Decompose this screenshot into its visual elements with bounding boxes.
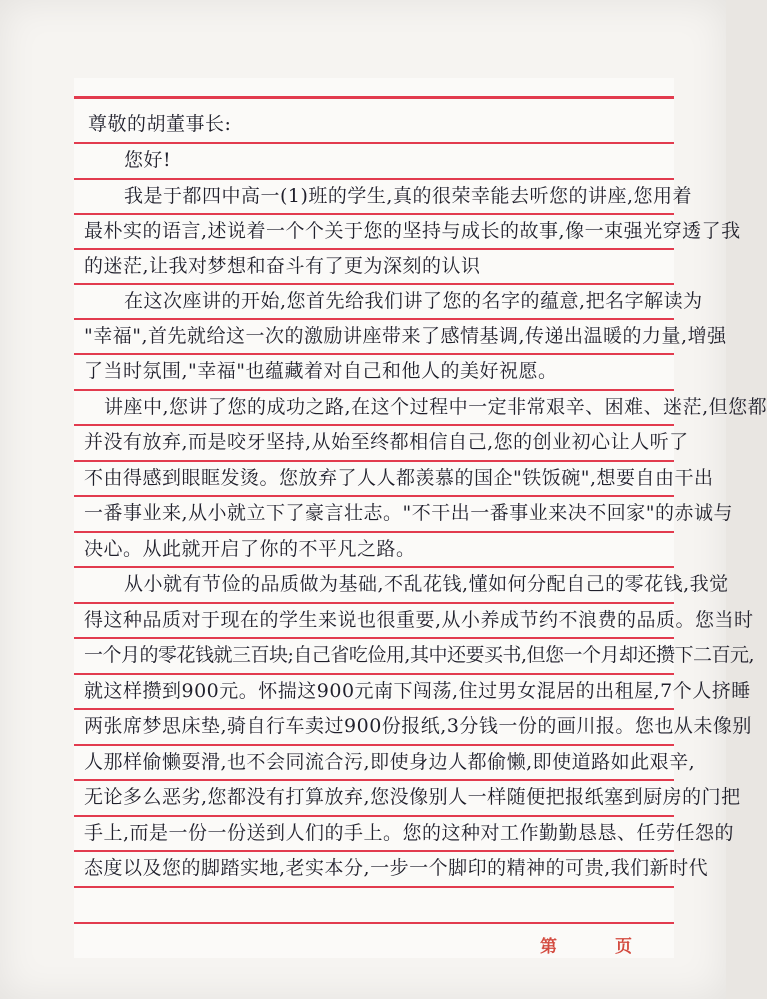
letter-line: 人那样偷懒耍滑,也不会同流合污,即使身边人都偷懒,即使道路如此艰辛,	[84, 751, 696, 773]
letter-line: 从小就有节俭的品质做为基础,不乱花钱,懂如何分配自己的零花钱,我觉	[124, 573, 729, 595]
line-rule	[74, 389, 674, 391]
line-rule	[74, 779, 674, 781]
top-rule	[74, 96, 674, 99]
line-rule	[74, 531, 674, 533]
line-rule	[74, 744, 674, 746]
letter-line: 态度以及您的脚踏实地,老实本分,一步一个脚印的精神的可贵,我们新时代	[84, 857, 709, 879]
letter-line: "幸福",首先就给这一次的激励讲座带来了感情基调,传递出温暖的力量,增强	[84, 325, 727, 347]
letter-line: 最朴实的语言,述说着一个个关于您的坚持与成长的故事,像一束强光穿透了我	[84, 220, 741, 242]
line-rule	[74, 602, 674, 604]
line-rule	[74, 922, 674, 924]
line-rule	[74, 318, 674, 320]
letter-line: 就这样攒到900元。怀揣这900元南下闯荡,住过男女混居的出租屋,7个人挤睡	[84, 680, 751, 702]
line-rule	[74, 248, 674, 250]
line-rule	[74, 142, 674, 144]
line-rule	[74, 815, 674, 817]
footer-page-suffix: 页	[615, 937, 632, 957]
letter-line: 一个月的零花钱就三百块;自己省吃俭用,其中还要买书,但您一个月却还攒下二百元,	[84, 644, 755, 666]
letter-line: 讲座中,您讲了您的成功之路,在这个过程中一定非常艰辛、困难、迷茫,但您都	[104, 396, 767, 418]
line-rule	[74, 850, 674, 852]
line-rule	[74, 353, 674, 355]
letter-line: 一番事业来,从小就立下了豪言壮志。"不干出一番事业来决不回家"的赤诚与	[84, 502, 734, 524]
page-footer	[540, 932, 690, 957]
letter-line: 手上,而是一份一份送到人们的手上。您的这种对工作勤勤恳恳、任劳任怨的	[84, 822, 735, 844]
line-rule	[74, 495, 674, 497]
line-rule	[74, 708, 674, 710]
letter-line: 决心。从此就开启了你的不平凡之路。	[84, 538, 416, 560]
letter-line: 我是于都四中高一(1)班的学生,真的很荣幸能去听您的讲座,您用着	[124, 185, 692, 207]
line-rule	[74, 213, 674, 215]
line-rule	[74, 283, 674, 285]
line-rule	[74, 460, 674, 462]
letter-line: 的迷茫,让我对梦想和奋斗有了更为深刻的认识	[84, 255, 481, 277]
line-rule	[74, 673, 674, 675]
greeting: 您好!	[124, 149, 172, 171]
line-rule	[74, 424, 674, 426]
line-rule	[74, 178, 674, 180]
letter-line: 了当时氛围,"幸福"也蕴藏着对自己和他人的美好祝愿。	[84, 360, 558, 382]
line-rule	[74, 637, 674, 639]
letter-line: 得这种品质对于现在的学生来说也很重要,从小养成节约不浪费的品质。您当时	[84, 609, 754, 631]
salutation: 尊敬的胡董事长:	[88, 113, 232, 135]
letter-line: 不由得感到眼眶发烫。您放弃了人人都羡慕的国企"铁饭碗",想要自由干出	[84, 467, 714, 489]
letter-line: 无论多么恶劣,您都没有打算放弃,您没像别人一样随便把报纸塞到厨房的门把	[84, 786, 741, 808]
footer-page-prefix: 第	[540, 937, 557, 957]
letter-line: 并没有放弃,而是咬牙坚持,从始至终都相信自己,您的创业初心让人听了	[84, 431, 689, 453]
line-rule	[74, 886, 674, 888]
letter-line: 两张席梦思床垫,骑自行车卖过900份报纸,3分钱一份的画川报。您也从未像别	[84, 715, 752, 737]
letter-line: 在这次座讲的开始,您首先给我们讲了您的名字的蕴意,把名字解读为	[124, 290, 703, 312]
line-rule	[74, 566, 674, 568]
